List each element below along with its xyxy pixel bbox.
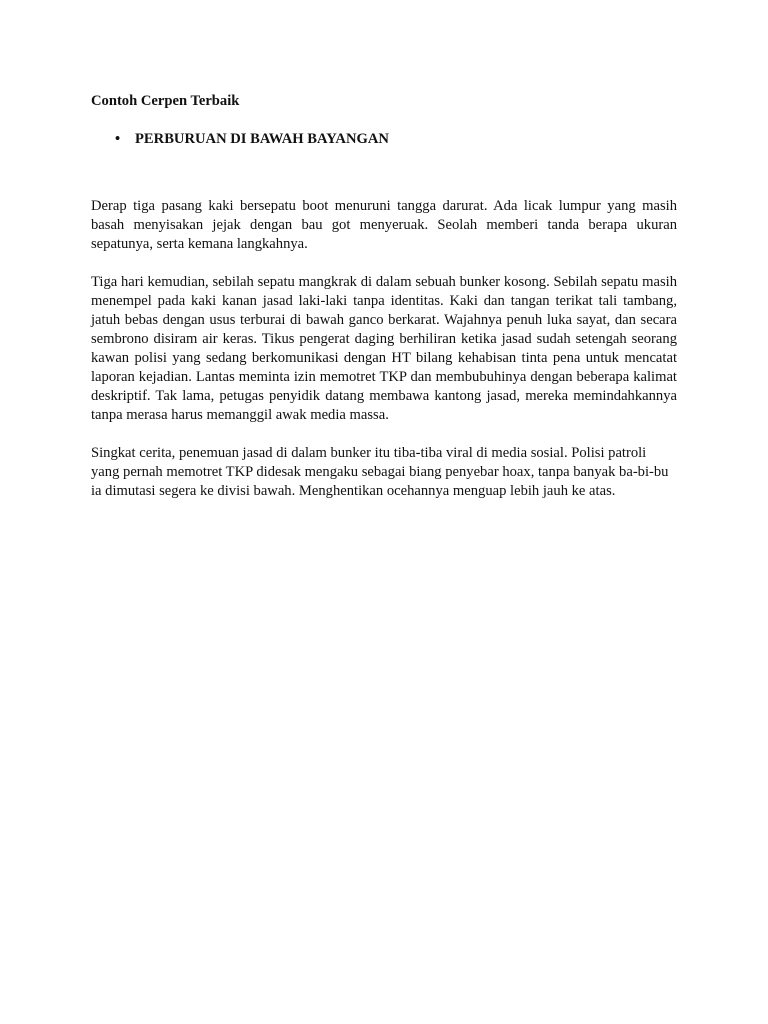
document-content: [91, 92, 677, 520]
bullet-icon: •: [115, 131, 121, 147]
paragraph-1: Derap tiga pasang kaki bersepatu boot menuruni tangga darurat. Ada licak lumpur yang masih basah menyisakan jejak dengan bau got menyeruak. Seolah memberi tanda berapa ukuran sepatunya, serta kemana langkahnya.: [91, 198, 677, 252]
bullet-list: [91, 130, 677, 149]
paragraph-2: Tiga hari kemudian, sebilah sepatu mangkrak di dalam sebuah bunker kosong. Sebilah sepatu masih menempel pada kaki kanan jasad laki-laki tanpa identitas. Kaki dan tangan terikat tali tambang, jatuh bebas dengan usus terburai di bawah ganco berkarat. Wajahnya penuh luka sayat, dan secara sembrono disiram air keras. Tikus pengerat daging berhiliran ketika jasad sudah setengah seorang kawan polisi yang sedang berkomunikasi dengan HT bilang kehabisan tinta pena untuk mencatat laporan kejadian. Lantas meminta izin memotret TKP dan membubuhinya dengan beberapa kalimat deskriptif. Tak lama, petugas penyidik datang membawa kantong jasad, mereka memindahkannya tanpa merasa harus memanggil awak media massa.: [91, 274, 677, 423]
document-title: Contoh Cerpen Terbaik: [91, 93, 240, 109]
story-body: [91, 197, 677, 501]
paragraph-3: Singkat cerita, penemuan jasad di dalam bunker itu tiba-tiba viral di media sosial. Polisi patroli yang pernah memotret TKP didesak mengaku sebagai biang penyebar hoax, tanpa banyak ba-bi-bu ia dimutasi segera ke divisi bawah. Menghentikan ocehannya menguap lebih jauh ke atas.: [91, 445, 669, 499]
story-title-item: [91, 130, 677, 149]
story-title: PERBURUAN DI BAWAH BAYANGAN: [135, 131, 389, 147]
